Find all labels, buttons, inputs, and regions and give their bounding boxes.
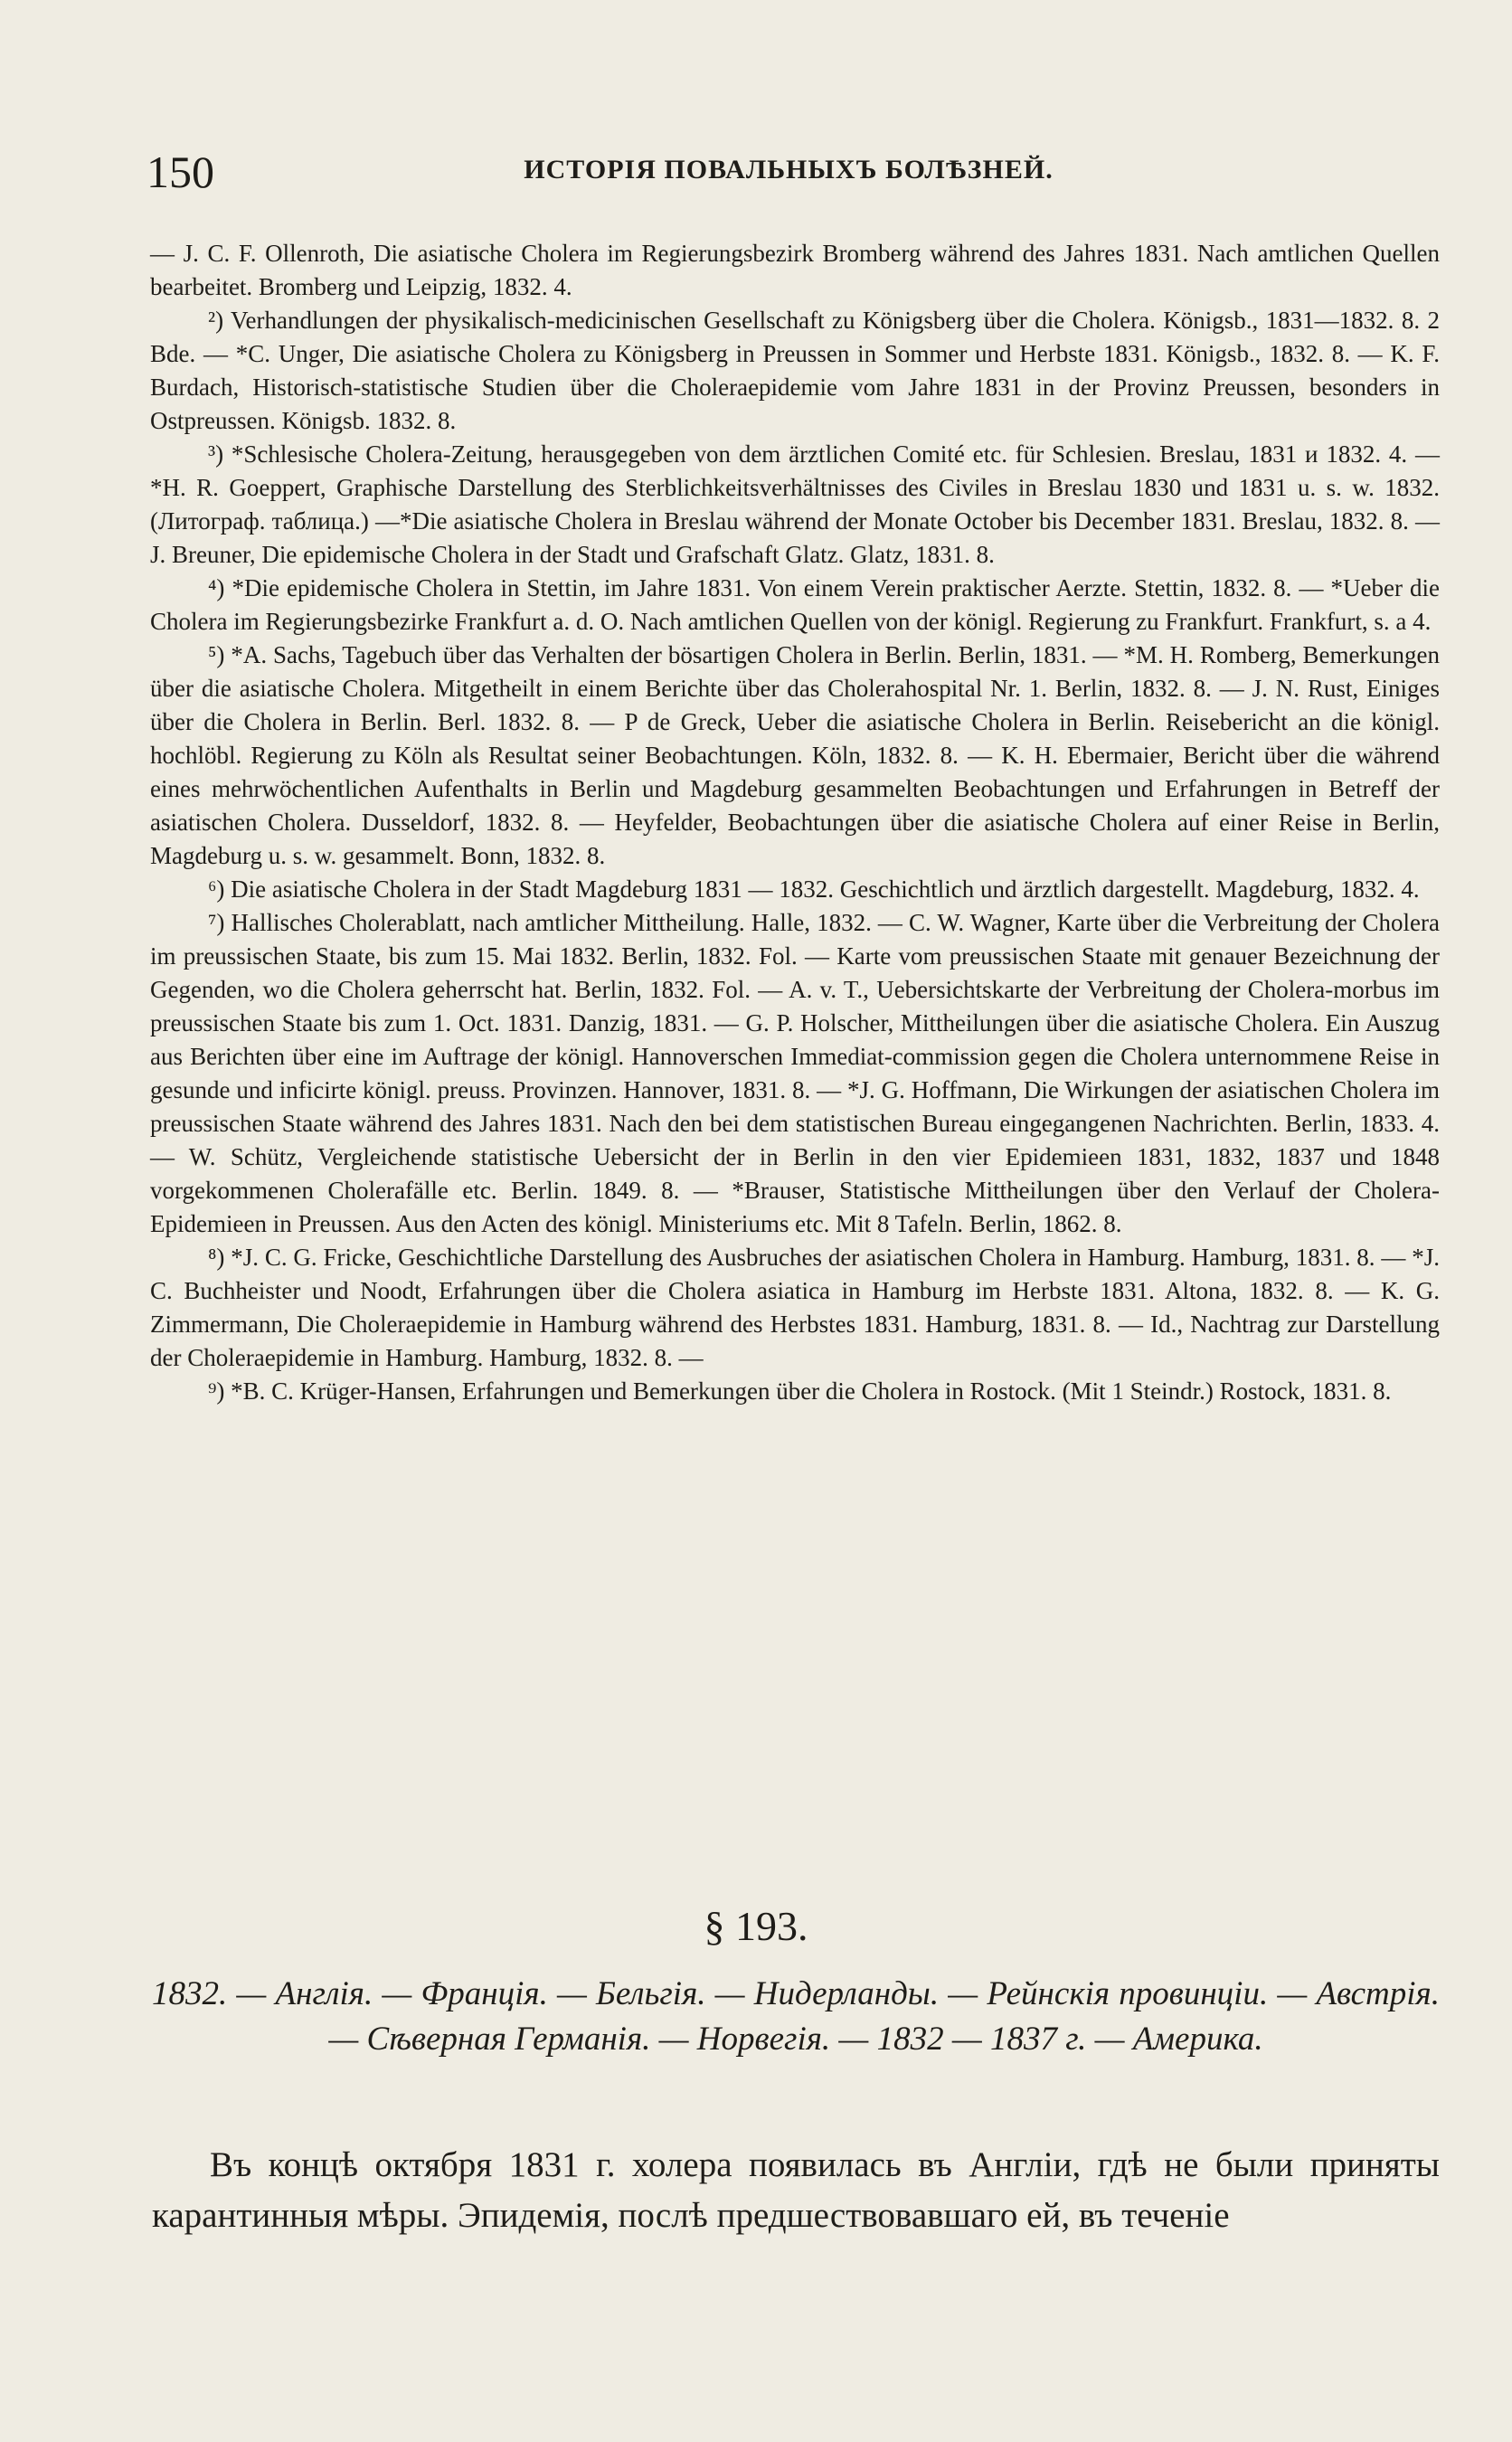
- footnote-2: ²) Verhandlungen der physikalisch-medicinischen Gesellschaft zu Königsberg über die Cholera. Königsb., 1831—1832. 8. 2 Bde. — *C. Unger, Die asiatische Cholera zu Königsberg in Preussen in Sommer und Herbste 1831. Königsb., 1832. 8. — K. F. Burdach, Historisch-statistische Studien über die Choleraepidemie vom Jahre 1831 in der Provinz Preussen, besonders in Ostpreussen. Königsb. 1832. 8.: [150, 307, 1440, 434]
- footnote-continuation: — J. C. F. Ollenroth, Die asiatische Cholera im Regierungsbezirk Bromberg während des Jahres 1831. Nach amtlichen Quellen bearbeitet. Bromberg und Leipzig, 1832. 4.: [150, 240, 1440, 300]
- page-number: 150: [146, 147, 214, 197]
- footnote-7: ⁷) Hallisches Cholerablatt, nach amtlicher Mittheilung. Halle, 1832. — C. W. Wagner, Karte über die Verbreitung der Cholera im preussischen Staate, bis zum 15. Mai 1832. Berlin, 1832. Fol. — Karte vom preussischen Staate mit genauer Bezeichnung der Gegenden, wo die Cholera geherrscht hat. Berlin, 1832. Fol. — A. v. T., Uebersichtskarte der Verbreitung der Cholera-morbus im preussischen Staate bis zum 1. Oct. 1831. Danzig, 1831. — G. P. Holscher, Mittheilungen über die asiatische Cholera. Ein Auszug aus Berichten über eine im Auftrage der königl. Hannoverschen Immediat-commission gegen die Cholera unternommene Reise in gesunde und inficirte königl. preuss. Provinzen. Hannover, 1831. 8. — *J. G. Hoffmann, Die Wirkungen der asiatischen Cholera im preussischen Staate während des Jahres 1831. Nach den bei dem statistischen Bureau eingegangenen Nachrichten. Berlin, 1833. 4. — W. Schütz, Vergleichende statistische Uebersicht der in Berlin in den vier Epidemieen 1831, 1832, 1837 und 1848 vorgekommenen Cholerafälle etc. Berlin. 1849. 8. — *Brauser, Statistische Mittheilungen über den Verlauf der Cholera-Epidemieen in Preussen. Aus den Acten des königl. Ministeriums etc. Mit 8 Tafeln. Berlin, 1862. 8.: [150, 909, 1440, 1237]
- section-summary: 1832. — Англія. — Франція. — Бельгія. — Нидерланды. — Рейнскія провинціи. — Австрія. — Сѣверная Германія. — Норвегія. — 1832 — 1837 г. — Америка.: [152, 1975, 1440, 2058]
- body-paragraph: Въ концѣ октября 1831 г. холера появилась въ Англіи, гдѣ не были приняты карантинныя мѣры. Эпидемія, послѣ предшествовавшаго ей, въ теченіе: [152, 2145, 1440, 2235]
- footnote-6: ⁶) Die asiatische Cholera in der Stadt Magdeburg 1831 — 1832. Geschichtlich und ärztlich dargestellt. Magdeburg, 1832. 4.: [208, 876, 1420, 903]
- running-head: ИСТОРІЯ ПОВАЛЬНЫХЪ БОЛѢЗНЕЙ.: [524, 155, 1054, 185]
- section-heading: § 193.: [704, 1903, 808, 1949]
- footnote-5: ⁵) *A. Sachs, Tagebuch über das Verhalten der bösartigen Cholera in Berlin. Berlin, 1831. — *M. H. Romberg, Bemerkungen über die asiatische Cholera. Mitgetheilt in einem Berichte über das Cholerahospital Nr. 1. Berlin, 1832. 8. — J. N. Rust, Einiges über die Cholera in Berlin. Berl. 1832. 8. — P de Greck, Ueber die asiatische Cholera in Berlin. Reisebericht an die königl. hochlöbl. Regierung zu Köln als Resultat seiner Beobachtungen. Köln, 1832. 8. — K. H. Ebermaier, Bericht über die während eines mehrwöchentlichen Aufenthalts in Berlin und Magdeburg gesammelten Beobachtungen und Erfahrungen in Betreff der asiatischen Cholera. Dusseldorf, 1832. 8. — Heyfelder, Beobachtungen über die asiatische Cholera auf einer Reise in Berlin, Magdeburg u. s. w. gesammelt. Bonn, 1832. 8.: [150, 641, 1440, 869]
- footnote-9: ⁹) *B. C. Krüger-Hansen, Erfahrungen und Bemerkungen über die Cholera in Rostock. (Mit 1 Steindr.) Rostock, 1831. 8.: [208, 1377, 1392, 1405]
- footnote-4: ⁴) *Die epidemische Cholera in Stettin, im Jahre 1831. Von einem Verein praktischer Aerzte. Stettin, 1832. 8. — *Ueber die Cholera im Regierungsbezirke Frankfurt a. d. O. Nach amtlichen Quellen von der königl. Regierung zu Frankfurt. Frankfurt, s. a 4.: [150, 574, 1440, 635]
- footnote-3: ³) *Schlesische Cholera-Zeitung, herausgegeben von dem ärztlichen Comité etc. für Schlesien. Breslau, 1831 и 1832. 4. — *H. R. Goeppert, Graphische Darstellung des Sterblichkeitsverhältnisses des Civiles in Breslau 1830 und 1831 u. s. w. 1832. (Литограф. таблица.) —*Die asiatische Cholera in Breslau während der Monate October bis December 1831. Breslau, 1832. 8. — J. Breuner, Die epidemische Cholera in der Stadt und Grafschaft Glatz. Glatz, 1831. 8.: [150, 440, 1440, 568]
- page-header: [146, 145, 1431, 199]
- footnote-8: ⁸) *J. C. G. Fricke, Geschichtliche Darstellung des Ausbruches der asiatischen Cholera in Hamburg. Hamburg, 1831. 8. — *J. C. Buchheister und Noodt, Erfahrungen über die Cholera asiatica in Hamburg im Herbste 1831. Altona, 1832. 8. — K. G. Zimmermann, Die Choleraepidemie in Hamburg während des Herbstes 1831. Hamburg, 1831. 8. — Id., Nachtrag zur Darstellung der Choleraepidemie in Hamburg. Hamburg, 1832. 8. —: [150, 1244, 1440, 1371]
- footnotes: [150, 237, 1440, 1408]
